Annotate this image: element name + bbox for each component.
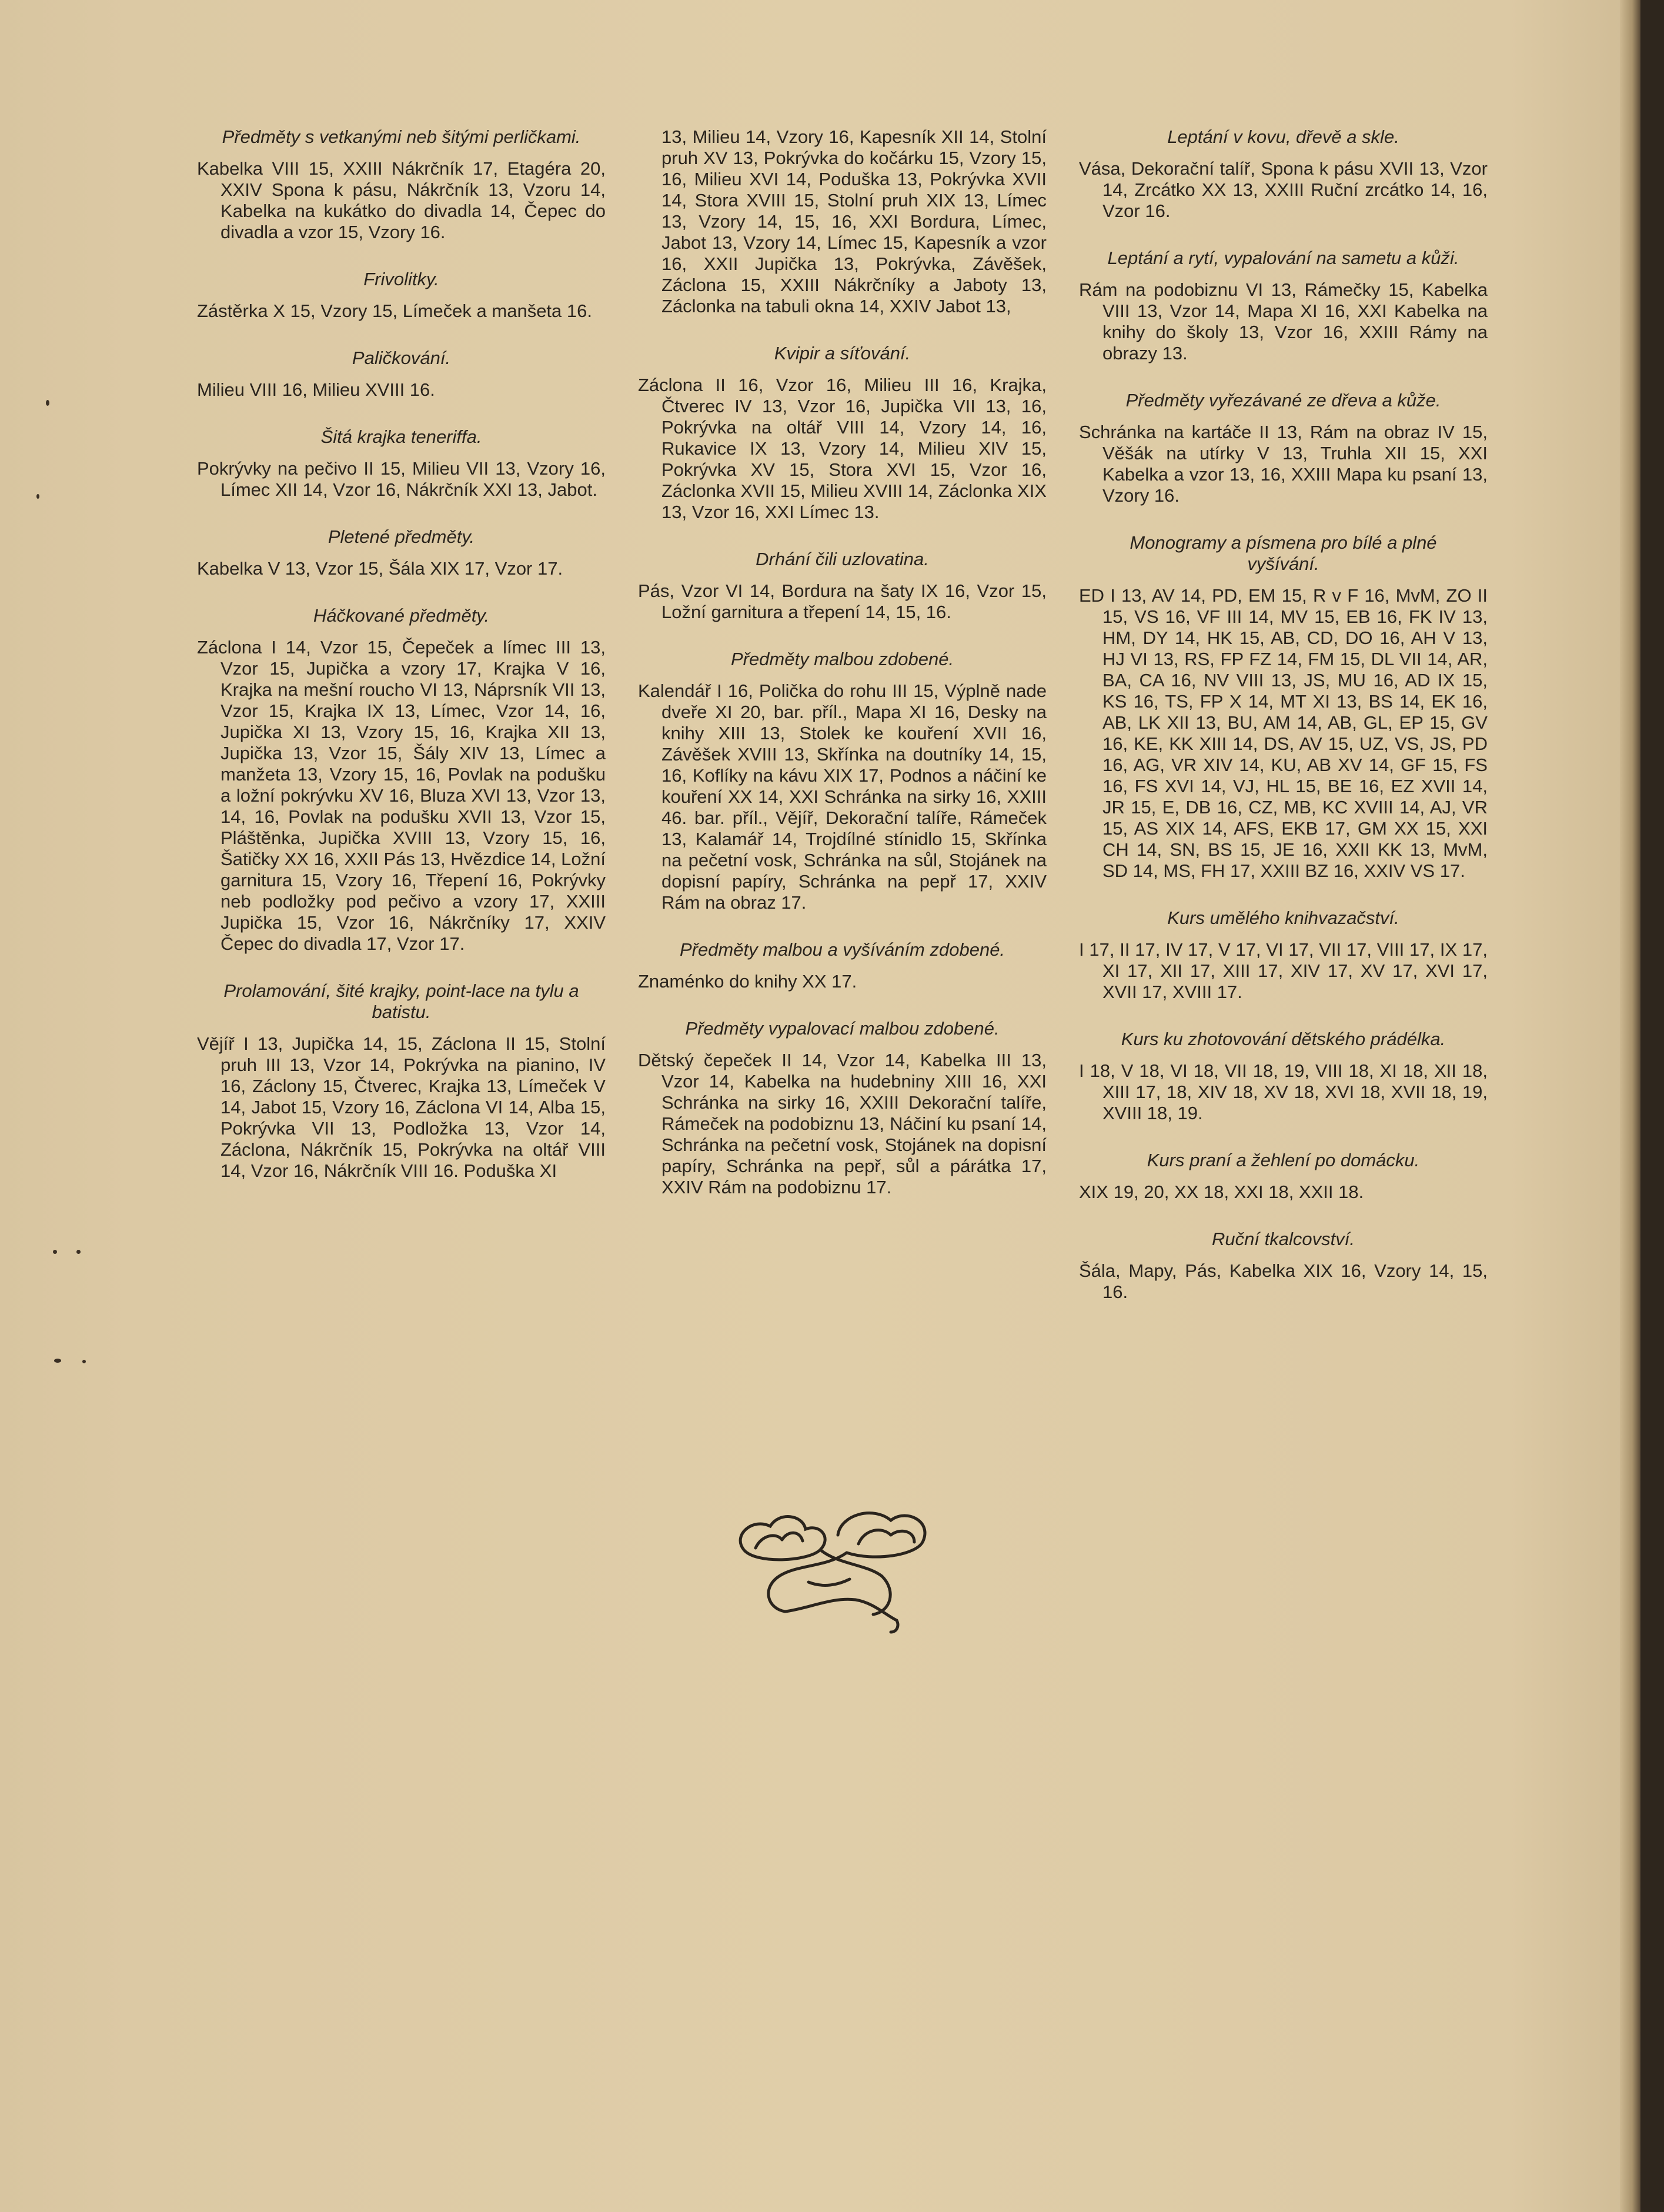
section-heading: Frivolitky. — [363, 269, 439, 289]
section-heading: Předměty malbou zdobené. — [730, 649, 954, 669]
column-right — [1079, 126, 1488, 1329]
section-entries: XIX 19, 20, XX 18, XXI 18, XXII 18. — [1079, 1182, 1364, 1202]
section-entries: Znaménko do knihy XX 17. — [638, 971, 857, 992]
section-heading: Předměty malbou a vyšíváním zdobené. — [679, 939, 1005, 960]
section-entries: I 17, II 17, IV 17, V 17, VI 17, VII 17, VIII 17, IX 17, XI 17, XII 17, XIII 17, XIV 17, XV 17, XVI 17, XVII 17, XVIII 17. — [1079, 939, 1488, 1002]
section-entries: ED I 13, AV 14, PD, EM 15, R v F 16, MvM, ZO II 15, VS 16, VF III 14, MV 15, EB 16, FK IV 13, HM, DY 14, HK 15, AB, CD, DO 16, AH V 13, HJ VI 13, RS, FP FZ 14, FM 15, DL VII 14, AR, BA, CA 16, NV VIII 13, JS, MU 16, AD IX 15, KS 16, TS, FP X 14, MT XI 13, BS 14, EK 16, AB, LK XII 13, BU, AM 14, AB, GL, EP 15, GV 16, KE, KK XIII 14, DS, AV 15, UZ, VS, JS, PD 16, AG, VR XIV 14, KU, AB XV 14, GF 15, FS 16, FS XVI 14, VJ, HL 15, BE 16, EZ XVII 14, JR 15, E, DB 16, CZ, MB, KC XVIII 14, AJ, VR 15, AS XIX 14, AFS, EKB 17, GM XX 15, XXI CH 14, SN, BS 15, JE 16, XXII KK 13, MvM, SD 14, MS, FH 17, XXIII BZ 16, XXIV VS 17. — [1079, 585, 1488, 881]
section-entries: Milieu VIII 16, Milieu XVIII 16. — [197, 379, 435, 400]
floral-ornament-icon — [720, 1494, 944, 1641]
section-entries: Vějíř I 13, Jupička 14, 15, Záclona II 15, Stolní pruh III 13, Vzor 14, Pokrývka na pianino, IV 16, Záclony 15, Čtverec, Krajka 13, Límeček V 14, Jabot 15, Vzory 16, Záclona VI 14, Alba 15, Pokrývka VII 13, Podložka 13, Vzor 14, Záclona, Nákrčník 15, Pokrývka na oltář VIII 14, Vzor 16, Nákrčník VIII 16. Poduška XI — [197, 1033, 606, 1181]
section-heading: Leptání v kovu, dřevě a skle. — [1167, 126, 1399, 147]
margin-speck — [54, 1359, 61, 1363]
section-entries: Kabelka V 13, Vzor 15, Šála XIX 17, Vzor 17. — [197, 558, 563, 579]
section-heading: Kurs praní a žehlení po domácku. — [1147, 1150, 1420, 1170]
section-entries: Pokrývky na pečivo II 15, Milieu VII 13, Vzory 16, Límec XII 14, Vzor 16, Nákrčník XXI 13, Jabot. — [197, 458, 606, 500]
section-entries: Pás, Vzor VI 14, Bordura na šaty IX 16, Vzor 15, Ložní garnitura a třepení 14, 15, 16. — [638, 580, 1047, 622]
section-entries: Šála, Mapy, Pás, Kabelka XIX 16, Vzory 14, 15, 16. — [1079, 1260, 1488, 1302]
section-heading: Leptání a rytí, vypalování na sametu a kůži. — [1107, 248, 1459, 268]
section-entries: Záclona I 14, Vzor 15, Čepeček a límec III 13, Vzor 15, Jupička a vzory 17, Krajka V 16, Krajka na mešní roucho VI 13, Náprsník VII 13, Vzor 15, Krajka IX 13, Límec, Vzor 14, 16, Jupička XI 13, Vzory 15, 16, Krajka XII 13, Jupička 13, Vzor 15, Šály XIV 13, Límec a manžeta 13, Vzory 15, 16, Povlak na podušku a ložní pokrývku XV 16, Bluza XVI 13, Vzor 13, 14, 16, Povlak na podušku XVII 13, Vzor 15, Pláštěnka, Jupička XVIII 13, Vzory 15, 16, Šatičky XX 16, XXII Pás 13, Hvězdice 14, Ložní garnitura 15, Vzory 16, Třepení 16, Pokrývky neb podložky pod pečivo a vzory 17, XXIII Jupička 15, Vzor 16, Nákrčníky 17, XXIV Čepec do divadla 17, Vzor 17. — [197, 637, 606, 954]
section-entries: Rám na podobiznu VI 13, Rámečky 15, Kabelka VIII 13, Vzor 14, Mapa XI 16, XXI Kabelka na knihy do školy 13, Vzor 16, XXIII Rámy na obrazy 13. — [1079, 279, 1488, 363]
page-edge-shadow — [1620, 0, 1640, 2212]
section-heading: Předměty vyřezávané ze dřeva a kůže. — [1125, 390, 1441, 411]
margin-speck — [53, 1250, 57, 1254]
section-heading: Drhání čili uzlovatina. — [756, 549, 929, 569]
section-entries: Schránka na kartáče II 13, Rám na obraz IV 15, Věšák na utírky V 13, Truhla XII 15, XXI Kabelka a vzor 13, 16, XXIII Mapa ku psaní 13, Vzory 16. — [1079, 422, 1488, 506]
section-entries: Kabelka VIII 15, XXIII Nákrčník 17, Etagéra 20, XXIV Spona k pásu, Nákrčník 13, Vzoru 14, Kabelka na kukátko do divadla 14, Čepec do divadla a vzor 15, Vzory 16. — [197, 158, 606, 242]
section-heading: Monogramy a písmena pro bílé a plné vyšívání. — [1130, 532, 1437, 574]
section-entries: Kalendář I 16, Polička do rohu III 15, Výplně nade dveře XI 20, bar. příl., Mapa XI 16, Desky na knihy XIII 13, Stolek ke kouření XVII 16, Závěšek XVIII 13, Skřínka na doutníky 14, 15, 16, Koflíky na kávu XIX 17, Podnos a náčiní ke kouření XX 14, XXI Schránka na sirky 16, XXIII 46. bar. příl., Vějíř, Dekorační talíře, Rámeček 13, Kalamář 14, Trojdílné stínidlo 15, Skřínka na pečetní vosk, Schránka na sůl, Stojánek na dopisní papíry, Schránka na pepř 17, XXIV Rám na obraz 17. — [638, 680, 1047, 913]
section-entries-continued: 13, Milieu 14, Vzory 16, Kapesník XII 14, Stolní pruh XV 13, Pokrývka do kočárku 15, Vzory 15, 16, Milieu XVI 14, Poduška 13, Pokrývka XVII 14, Stora XVIII 15, Stolní pruh XIX 13, Límec 13, Vzory 14, 15, 16, XXI Bordura, Límec, Jabot 13, Vzory 14, Límec 15, Kapesník a vzor 16, XXII Jupička 13, Pokrývka, Závěšek, Záclona 15, XXIII Nákrčníky a Jaboty 13, Záclonka na tabuli okna 14, XXIV Jabot 13, — [661, 126, 1047, 316]
section-heading: Paličkování. — [352, 348, 451, 368]
section-heading: Kvipir a síťování. — [774, 343, 911, 363]
section-entries: Záclona II 16, Vzor 16, Milieu III 16, Krajka, Čtverec IV 13, Vzor 16, Jupička VII 13, 16, Pokrývka na oltář VIII 14, Vzory 14, 16, Rukavice IX 13, Vzory 14, Milieu XIV 15, Pokrývka XV 15, Stora XVI 15, Vzor 16, Záclonka XVII 15, Milieu XVIII 14, Záclonka XIX 13, Vzor 16, XXI Límec 13. — [638, 375, 1047, 522]
margin-speck — [46, 400, 49, 406]
column-middle — [638, 126, 1047, 1224]
section-entries: Zástěrka X 15, Vzory 15, Límeček a manšeta 16. — [197, 301, 592, 321]
margin-speck — [82, 1360, 86, 1363]
section-entries: Dětský čepeček II 14, Vzor 14, Kabelka III 13, Vzor 14, Kabelka na hudebniny XIII 16, XXI Schránka na sirky 16, XXIII Dekorační talíře, Rámeček na podobiznu 13, Náčiní ku psaní 14, Schránka na pečetní vosk, Stojánek na dopisní papíry, Schránka na pepř, sůl a párátka 17, XXIV Rám na podobiznu 17. — [638, 1050, 1047, 1197]
section-heading: Prolamování, šité krajky, point-lace na tylu a batistu. — [223, 980, 579, 1022]
section-heading: Předměty vypalovací malbou zdobené. — [685, 1018, 1000, 1039]
section-heading: Ruční tkalcovství. — [1212, 1229, 1355, 1249]
section-entries: Vása, Dekorační talíř, Spona k pásu XVII 13, Vzor 14, Zrcátko XX 13, XXIII Ruční zrcátko 14, 16, Vzor 16. — [1079, 158, 1488, 221]
column-left — [197, 126, 606, 1207]
section-heading: Háčkované předměty. — [313, 605, 490, 626]
margin-speck — [76, 1250, 81, 1254]
section-heading: Předměty s vetkanými neb šitými perličkami. — [222, 126, 581, 147]
section-entries: I 18, V 18, VI 18, VII 18, 19, VIII 18, XI 18, XII 18, XIII 17, 18, XIV 18, XV 18, XVI 18, XVII 18, 19, XVIII 18, 19. — [1079, 1060, 1488, 1123]
section-heading: Kurs umělého knihvazačství. — [1167, 908, 1399, 928]
section-heading: Kurs ku zhotovování dětského prádélka. — [1121, 1029, 1446, 1049]
section-heading: Pletené předměty. — [328, 526, 475, 547]
section-heading: Šitá krajka teneriffa. — [320, 426, 482, 447]
margin-speck — [36, 494, 39, 499]
